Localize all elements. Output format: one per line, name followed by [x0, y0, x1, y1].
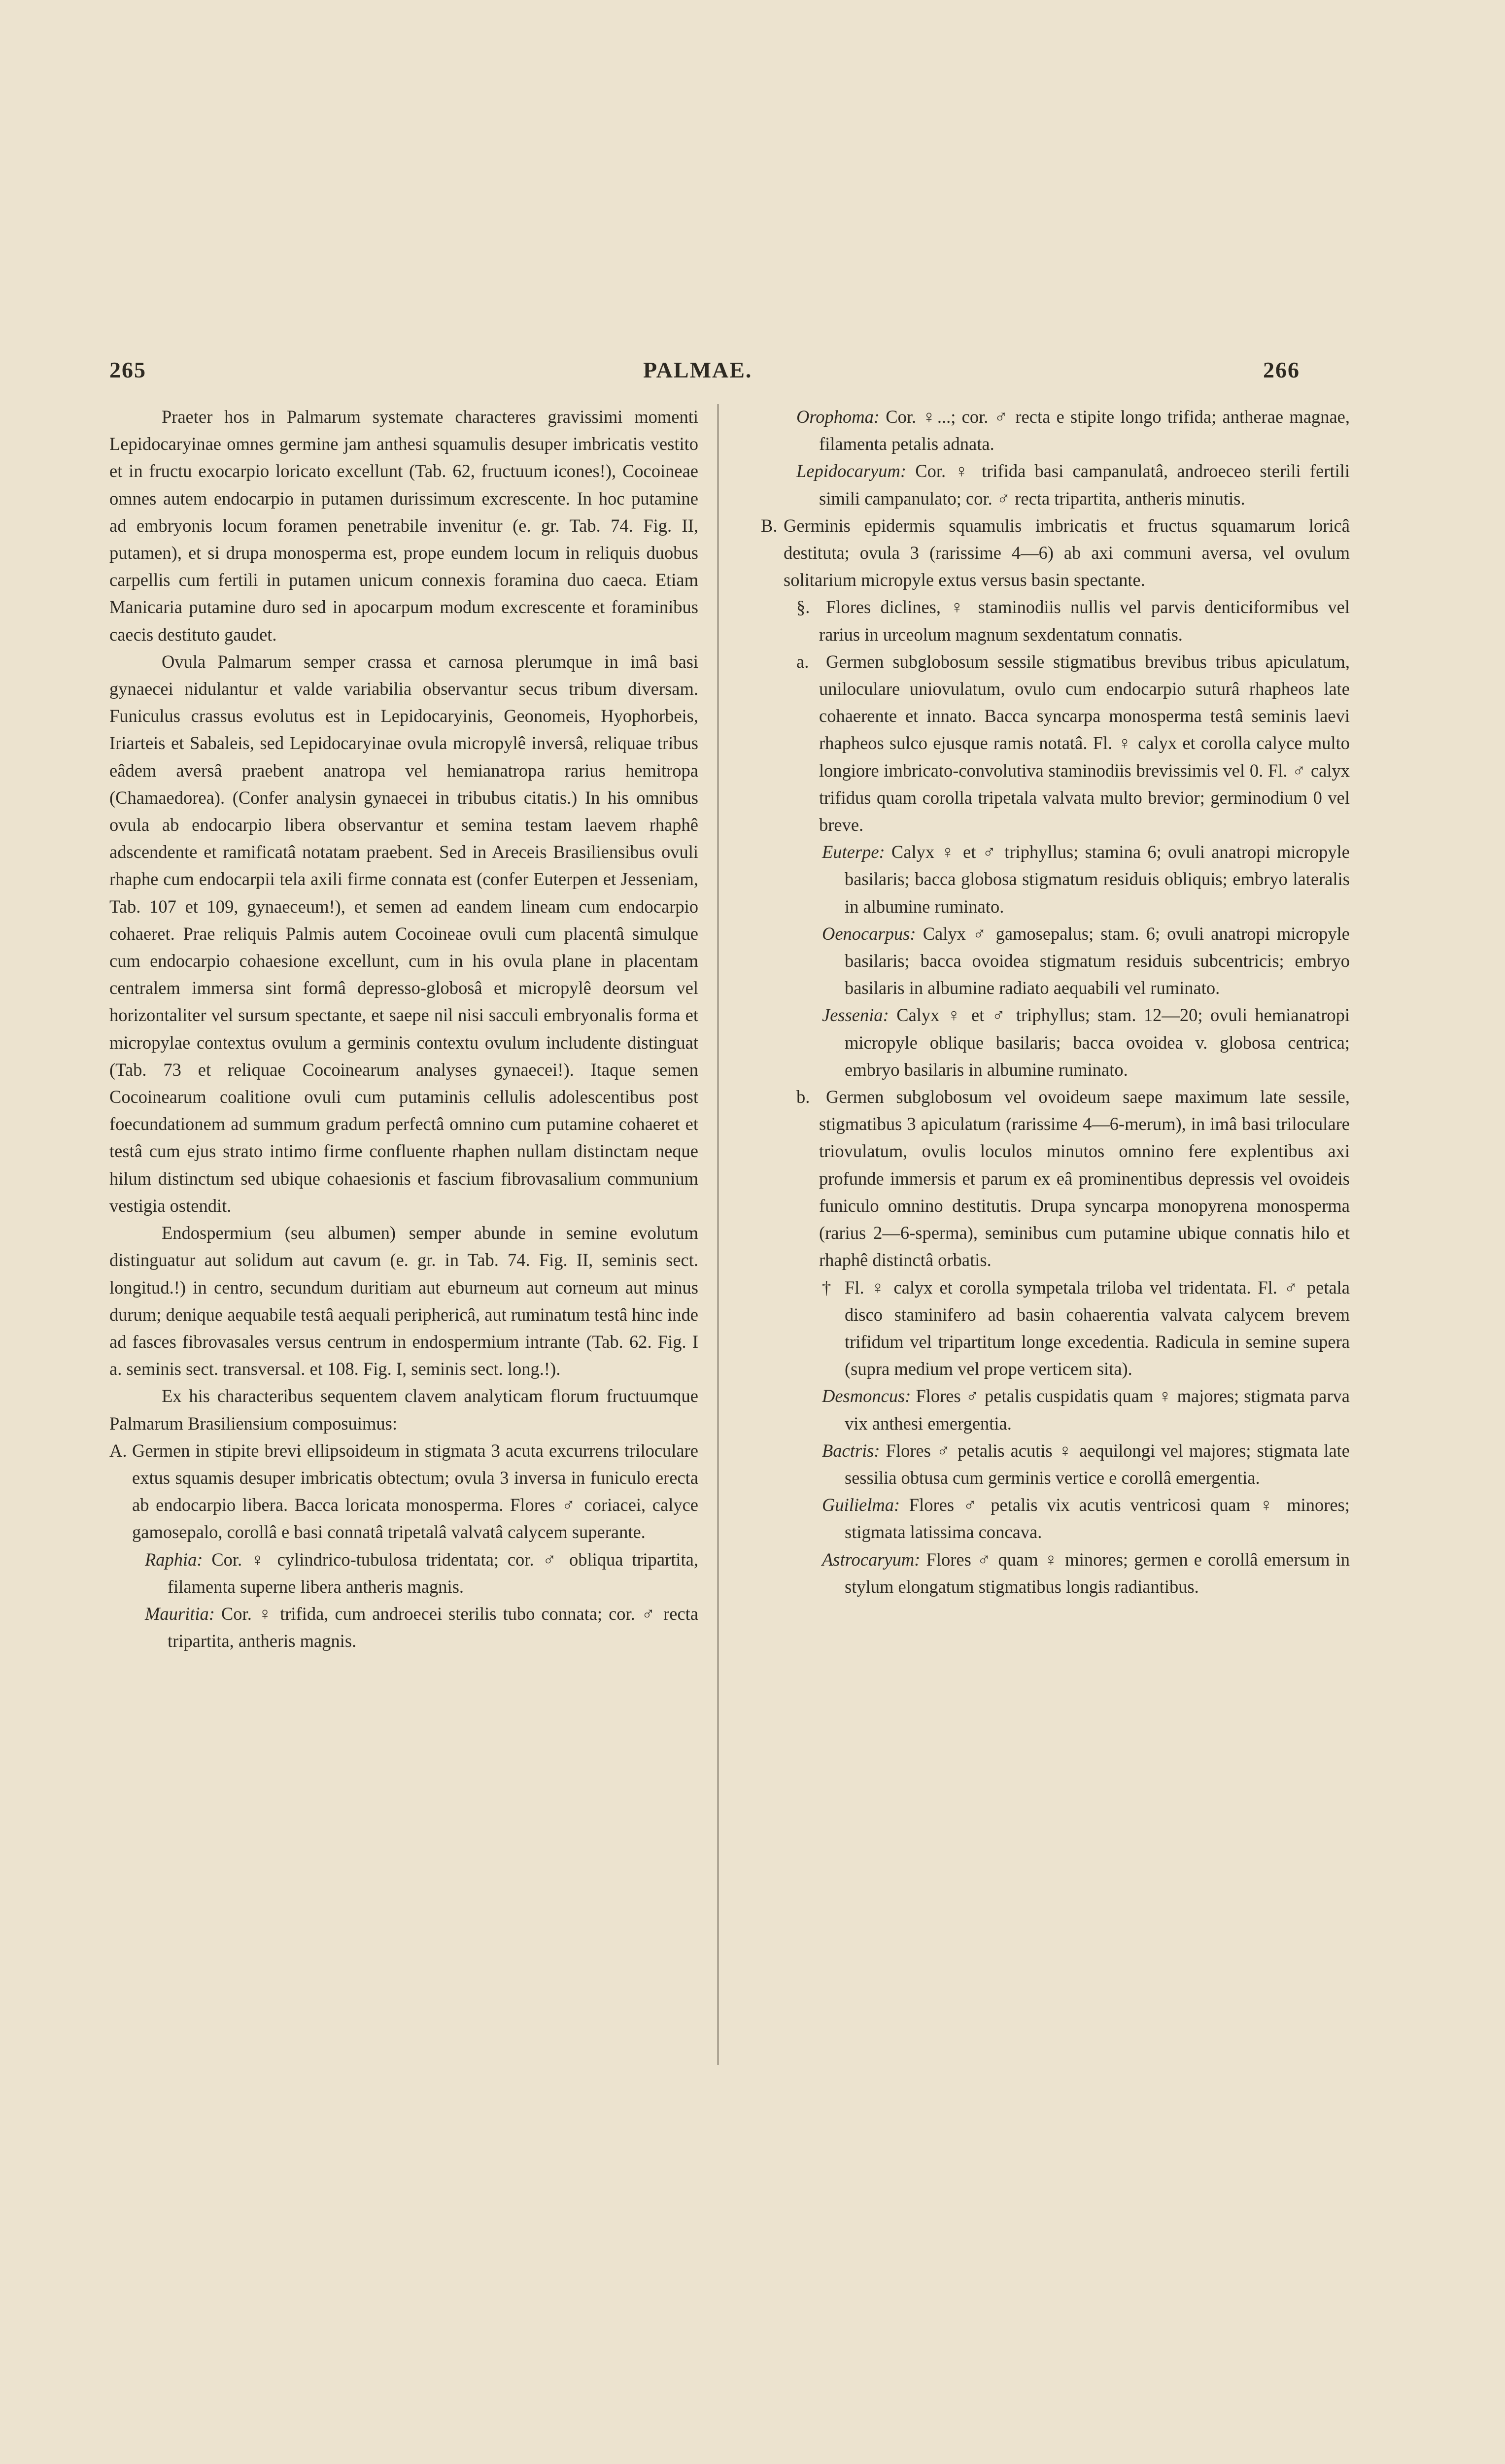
genus-name: Oenocarpus: [822, 923, 916, 944]
genus-description: Flores ♂ petalis vix acutis ventricosi quam ♀ minores; stigmata latissima concava. [845, 1495, 1350, 1542]
genus-description: Cor. ♀ trifida, cum androecei sterilis tubo connata; cor. ♂ recta tripartita, antheris magnis. [168, 1603, 698, 1651]
genus-name: Raphia: [145, 1549, 203, 1570]
left-column [109, 403, 698, 1654]
key-label-dagger: † [822, 1277, 831, 1298]
right-page-number: 266 [1263, 357, 1300, 382]
genus-description: Calyx ♀ et ♂ triphyllus; stam. 12—20; ovuli hemianatropi micropyle oblique basilaris; bacca ovoidea v. globosa centrica; embryo basilaris in albumine ruminato. [845, 1005, 1350, 1080]
key-text-a: Germen in stipite brevi ellipsoideum in stigmata 3 acuta excurrens triloculare extus squamis desuper imbricatis obtectum; ovula 3 inversa in funiculo erecta ab endocarpio libera. Bacca loricata monosperma. Flores ♂ coriacei, calyce gamosepalo, corollâ e basi connatâ tripetalâ valvatâ calycem superante. [132, 1440, 698, 1542]
key-text-b: Germinis epidermis squamulis imbricatis et fructus squamarum loricâ destituta; ovula 3 (rarissime 4—6) ab axi communi aversa, vel ovulum solitarium micropyle extus versus basin spectante. [784, 515, 1350, 590]
paragraph-clavis-intro: Ex his characteribus sequentem clavem analyticam florum fructuumque Palmarum Brasiliensium composuimus: [109, 1386, 698, 1434]
paragraph-ovula: Ovula Palmarum semper crassa et carnosa plerumque in imâ basi gynaecei nidulantur et valde variabilia observantur secus tribum diversam. Funiculus crassus evolutus est in Lepidocaryinis, Geonomeis, Hyophorbeis, Iriarteis et Sabaleis, sed Lepidocaryinae ovula micropylê inversâ, reliquae tribus eâdem aversâ praebent anatropa vel hemianatropa rarius hemitropa (Chamaedorea). (Confer analysin gynaecei in tribubus citatis.) In his omnibus ovula ab endocarpio libera observantur et semina testam laevem rhaphê adscendente et ramificatâ notatam praebent. Sed in Areceis Brasiliensibus ovuli rhaphe cum endocarpii tela axili firme connata est (confer Euterpen et Jesseniam, Tab. 107 et 109, gynaeceum!), et semen ad eandem lineam cum endocarpio cohaeret. Prae reliquis Palmis autem Cocoineae ovuli cum placentâ simulque cum endocarpio cohaesione excellunt, cum in his ovula plane in placentam centralem immersa sint formâ depresso-globosâ et micropylê deorsum vel horizontaliter vel sursum spectante, et saepe nil nisi sacculi embryonalis forma et micropylae contextus ovulum a germinis contextu ovulum includente distinguat (Tab. 73 et reliquae Cocoinearum analyses gynaecei!). Itaque semen Cocoinearum coalitione ovuli cum putaminis cellulis adolescentibus post foecundationem ad summum gradum perfectâ omnino cum putamine cohaeret et testâ cum ejus strato intimo firme confluente rhaphen nullam distinctam neque hilum distinctum sed ubique cohaesionis et fascium fibrovasalium communium vestigia ostendit. [109, 651, 698, 1216]
genus-entry-lepidocaryum [761, 457, 1350, 512]
genus-description: Cor. ♀ cylindrico-tubulosa tridentata; cor. ♂ obliqua tripartita, filamenta superne libera antheris magnis. [168, 1549, 698, 1597]
key-section-paragraph [761, 593, 1350, 648]
key-section-b [761, 512, 1350, 594]
key-text-sub-a: Germen subglobosum sessile stigmatibus brevibus tribus apiculatum, uniloculare uniovulatum, ovulo cum endocarpio suturâ rhapheos late cohaerente et innato. Bacca syncarpa monosperma testâ seminis laevi rhapheos sulco ejusque ramis notatâ. Fl. ♀ calyx et corolla calyce multo longiore imbricato-convolutiva staminodiis brevissimis vel 0. Fl. ♂ calyx trifidus quam corolla tripetala valvata multo brevior; germinodium 0 vel breve. [819, 651, 1350, 835]
key-label-section: §. [796, 597, 810, 617]
key-subsection-dagger [761, 1274, 1350, 1383]
key-label-sub-b: b. [796, 1087, 810, 1107]
key-label-sub-a: a. [796, 651, 809, 672]
genus-name: Orophoma: [796, 407, 880, 427]
left-page-number: 265 [109, 357, 146, 382]
genus-name: Guilielma: [822, 1495, 900, 1515]
paragraph-endospermium: Endospermium (seu albumen) semper abunde in semine evolutum distinguatur aut solidum aut cavum (e. gr. in Tab. 74. Fig. II, seminis sect. longitud.!) in centro, secundum duritiam aut eburneum aut corneum aut minus durum; denique aequabile testâ aequali periphericâ, aut ruminatum testâ hinc inde ad fasces fibrovasales versus centrum in endospermium intrante (Tab. 62. Fig. I a. seminis sect. transversal. et 108. Fig. I, seminis sect. long.!). [109, 1223, 698, 1379]
key-label-a: A. [109, 1440, 127, 1461]
key-section-a [109, 1437, 698, 1546]
genus-entry-desmoncus [761, 1382, 1350, 1437]
genus-description: Cor. ♀...; cor. ♂ recta e stipite longo trifida; antherae magnae, filamenta petalis adnata. [819, 407, 1350, 454]
key-subsection-b [761, 1083, 1350, 1273]
genus-name: Lepidocaryum: [796, 461, 907, 481]
genus-description: Cor. ♀ trifida basi campanulatâ, androeceo sterili fertili simili campanulato; cor. ♂ recta tripartita, antheris minutis. [819, 461, 1350, 509]
genus-name: Astrocaryum: [822, 1549, 921, 1570]
key-subsection-a [761, 648, 1350, 838]
key-label-b: B. [761, 515, 778, 536]
genus-entry-euterpe [761, 838, 1350, 920]
genus-entry-mauritia [109, 1600, 698, 1654]
right-column [761, 403, 1350, 1600]
genus-name: Mauritia: [145, 1603, 215, 1624]
genus-name: Bactris: [822, 1440, 880, 1461]
genus-description: Calyx ♂ gamosepalus; stam. 6; ovuli anatropi micropyle basilaris; bacca ovoidea stigmatum residuis subcentricis; embryo basilaris in albumine radiato aequabili vel ruminato. [845, 923, 1350, 998]
genus-entry-astrocaryum [761, 1546, 1350, 1600]
genus-description: Flores ♂ petalis acutis ♀ aequilongi vel majores; stigmata late sessilia obtusa cum germinis vertice e corollâ emergentia. [845, 1440, 1350, 1488]
genus-entry-guilielma [761, 1491, 1350, 1545]
genus-name: Jessenia: [822, 1005, 889, 1026]
paragraph-characters: Praeter hos in Palmarum systemate characteres gravissimi momenti Lepidocaryinae omnes germine jam anthesi squamulis desuper imbricatis vestito et in fructu exocarpio loricato excellunt (Tab. 62, fructuum icones!), Cocoineae omnes autem endocarpio in putamen durissimum excrescente. In hoc putamine ad embryonis locum foramen penetrabile invenitur (e. gr. Tab. 74. Fig. II, putamen), et si drupa monosperma est, prope eundem locum in reliquis duobus carpellis cum fertili in putamen unicum connexis foramina duo caeca. Etiam Manicaria putamine duro sed in apocarpum modum excrescente et foraminibus caecis destituto gaudet. [109, 407, 698, 645]
genus-entry-orophoma [761, 403, 1350, 457]
genus-name: Euterpe: [822, 842, 885, 862]
genus-entry-jessenia [761, 1001, 1350, 1083]
genus-entry-raphia [109, 1546, 698, 1600]
key-text-sub-b: Germen subglobosum vel ovoideum saepe maximum late sessile, stigmatibus 3 apiculatum (rarissime 4—6-merum), in imâ basi triloculare triovulatum, ovulis loculos minutos omnino fere explentibus axi profunde immersis et parum ex eâ prominentibus depressis vel ovoideis funiculo omnino destitutis. Drupa syncarpa monopyrena monosperma (rarius 2—6-sperma), seminibus cum putamine ubique connatis hilo et rhaphê distinctâ orbatis. [819, 1087, 1350, 1270]
genus-name: Desmoncus: [822, 1386, 911, 1406]
genus-description: Flores ♂ quam ♀ minores; germen e corollâ emersum in stylum elongatum stigmatibus longis radiantibus. [845, 1549, 1350, 1597]
genus-description: Calyx ♀ et ♂ triphyllus; stamina 6; ovuli anatropi micropyle basilaris; bacca globosa stigmatum residuis obliquis; embryo lateralis in albumine ruminato. [845, 842, 1350, 917]
key-text-section: Flores diclines, ♀ staminodiis nullis vel parvis denticiformibus vel rarius in urceolum magnum sexdentatum connatis. [819, 597, 1350, 645]
genus-entry-bactris [761, 1437, 1350, 1491]
genus-description: Flores ♂ petalis cuspidatis quam ♀ majores; stigmata parva vix anthesi emergentia. [845, 1386, 1350, 1434]
running-title: PALMAE. [643, 357, 752, 382]
key-text-dagger: Fl. ♀ calyx et corolla sympetala triloba vel tridentata. Fl. ♂ petala disco staminifero ad basin cohaerentia valvata calycem brevem trifidum vel tripartitum longe excedentia. Radicula in semine supera (supra medium vel prope verticem sita). [845, 1277, 1350, 1379]
genus-entry-oenocarpus [761, 920, 1350, 1002]
